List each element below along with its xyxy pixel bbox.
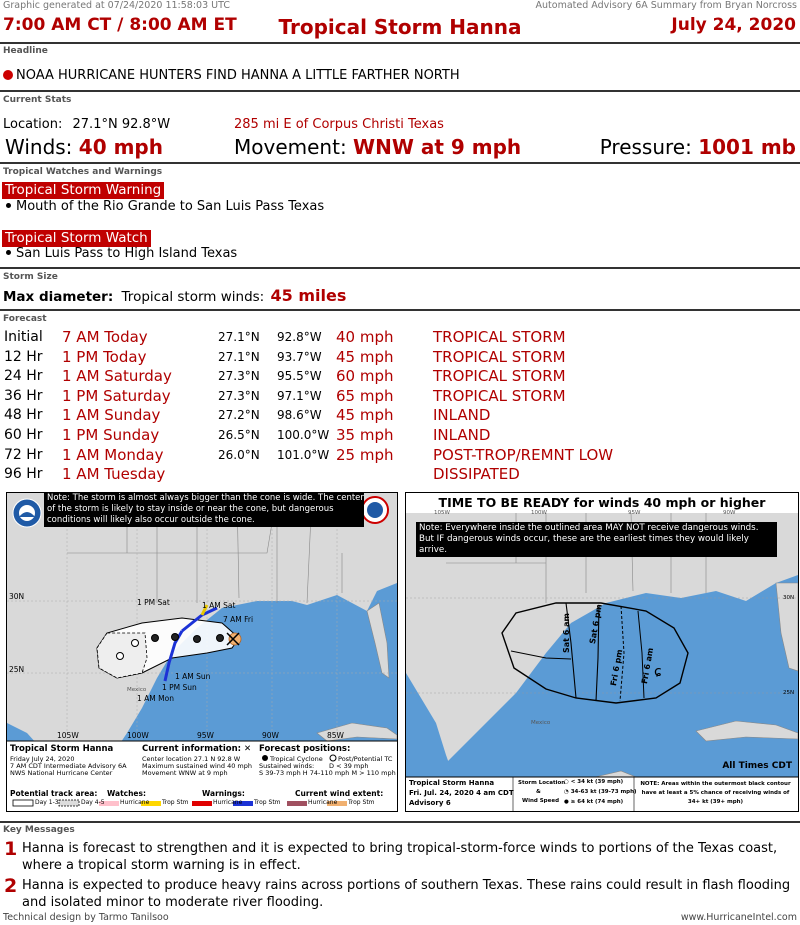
extent-title: Current wind extent: [295, 789, 384, 798]
forecast-hour: 48 Hr [4, 407, 43, 424]
track-label: 1 AM Sun [175, 672, 211, 681]
movement-line [234, 135, 521, 159]
forecast-time: 1 PM Sunday [62, 426, 160, 444]
track-label: 1 PM Sun [162, 683, 197, 692]
divider [0, 309, 800, 311]
forecast-lat: 27.1°N [218, 330, 260, 344]
cone-legend-issued: NWS National Hurricane Center [10, 769, 113, 777]
winds-line [5, 135, 163, 159]
top-line [0, 0, 800, 12]
cone-map [6, 492, 398, 812]
lon-label: 100W [127, 731, 149, 740]
pos-post: Post/Potential TC [338, 755, 393, 763]
forecast-lon: 98.6°W [277, 408, 322, 423]
forecast-time: 1 PM Today [62, 347, 147, 366]
cone-legend-issued: 7 AM CDT Intermediate Advisory 6A [10, 762, 127, 770]
size-value: 45 miles [270, 286, 347, 305]
key-message [4, 875, 798, 911]
lat-label: 25N [9, 665, 25, 674]
arrival-lon-label: 105W [434, 510, 450, 516]
current-info: Center location 27.1 N 92.8 W [142, 755, 241, 763]
k64-label: ● ≥ 64 kt (74 mph) [564, 799, 624, 805]
forecast-time: 1 AM Saturday [62, 367, 172, 386]
footer-credit: Technical design by Tarmo Tanilsoo [3, 912, 169, 923]
forecast-category: TROPICAL STORM [433, 347, 566, 366]
arrival-legend-name: Tropical Storm Hanna [409, 779, 495, 787]
bullet-icon [6, 250, 11, 255]
location-label: Location: [3, 117, 63, 132]
country-label: Mexico [127, 687, 147, 693]
size-label: Max diameter: [3, 289, 114, 305]
forecast-category: POST-TROP/REMNT LOW [433, 445, 614, 464]
divider [0, 90, 800, 92]
arrival-title: TIME TO BE READY for winds 40 mph or higher [438, 495, 766, 510]
cone-legend-issued: Friday July 24, 2020 [10, 755, 75, 763]
forecast-lat: 27.2°N [218, 408, 260, 423]
warning-item [3, 199, 324, 214]
winds-value: 40 mph [78, 135, 163, 159]
k3463-label: ◔ 34-63 kt (39-73 mph) [564, 789, 637, 795]
advisory-time: 7:00 AM CT / 8:00 AM ET [3, 15, 237, 35]
arrival-time-label: Fri 6 am [640, 647, 656, 685]
current-info-title: Current information: ✕ [142, 744, 252, 754]
current-info: Maximum sustained wind 40 mph [142, 762, 252, 770]
arrival-legend-advisory: Advisory 6 [409, 799, 451, 807]
forecast-row [0, 328, 800, 348]
forecast-row [0, 406, 800, 426]
alert-dot-icon [3, 70, 13, 80]
forecast-time: 1 AM Sunday [62, 406, 161, 425]
extent-hurricane: Hurricane [308, 799, 338, 806]
pos-d: D < 39 mph [329, 762, 369, 770]
pos-sustained: Sustained winds: [259, 762, 315, 770]
forecast-wind: 60 mph [336, 367, 394, 386]
location-line [3, 117, 170, 132]
warnings-title: Warnings: [202, 789, 245, 798]
forecast-category: TROPICAL STORM [433, 386, 566, 405]
wind-speed-label: Wind Speed [522, 798, 560, 804]
track-label: 1 AM Sat [202, 601, 236, 610]
forecast-hour: 96 Hr [4, 466, 43, 483]
section-forecast-label: Forecast [3, 314, 47, 324]
key-message-number: 1 [4, 838, 18, 860]
positions-title: Forecast positions: [259, 744, 351, 754]
forecast-wind: 45 mph [336, 347, 394, 366]
track-label: 1 AM Mon [137, 694, 174, 703]
pressure-line [600, 135, 796, 159]
forecast-lon: 92.8°W [277, 330, 322, 344]
cone-legend-name: Tropical Storm Hanna [10, 744, 114, 754]
forecast-wind: 40 mph [336, 328, 394, 346]
movement-label: Movement: [234, 135, 347, 159]
forecast-lat: 27.3°N [218, 388, 260, 403]
forecast-hour: Initial [4, 329, 43, 345]
arrival-legend-date: Fri. Jul. 24, 2020 4 am CDT [409, 789, 514, 797]
arrival-note: Note: Everywhere inside the outlined area MAY NOT receive dangerous winds. But IF dangerous winds occur, these are the earliest times they would likely arrive. [416, 522, 777, 557]
day45: Day 4-5 [81, 799, 105, 806]
forecast-category: INLAND [433, 406, 491, 425]
arrival-lat-label: 25N [783, 690, 795, 696]
forecast-lat: 26.0°N [218, 447, 260, 462]
pressure-value: 1001 mb [698, 135, 796, 159]
forecast-lon: 93.7°W [277, 349, 322, 364]
forecast-category: INLAND [433, 426, 491, 444]
forecast-lon: 97.1°W [277, 388, 322, 403]
warning-area: Mouth of the Rio Grande to San Luis Pass Texas [16, 199, 325, 214]
forecast-hour: 12 Hr [4, 348, 43, 365]
current-info: Movement WNW at 9 mph [142, 769, 228, 777]
footer-link[interactable]: www.HurricaneIntel.com [680, 912, 797, 923]
bullet-icon [6, 203, 11, 208]
forecast-row [0, 367, 800, 387]
distance-text: 285 mi E of Corpus Christi Texas [234, 117, 444, 132]
section-stats-label: Current Stats [3, 95, 72, 105]
advisory-date: July 24, 2020 [671, 15, 796, 35]
advisory-source: Automated Advisory 6A Summary from Bryan Norcross [535, 0, 797, 11]
divider [0, 267, 800, 269]
svg-text:ɕ: ɕ [654, 664, 662, 680]
key-message-number: 2 [4, 875, 18, 897]
movement-value: WNW at 9 mph [353, 135, 522, 159]
watch-badge: Tropical Storm Watch [2, 230, 151, 247]
forecast-category: TROPICAL STORM [433, 328, 566, 346]
extent-tropstm: Trop Stm [348, 799, 375, 806]
section-headline-label: Headline [3, 46, 48, 56]
divider [0, 42, 800, 44]
lon-label: 90W [262, 731, 279, 740]
forecast-hour: 24 Hr [4, 368, 43, 385]
amp-label: & [536, 789, 541, 795]
forecast-hour: 60 Hr [4, 427, 43, 443]
storm-loc-label: Storm Location [518, 780, 566, 786]
track-area-title: Potential track area: [10, 789, 98, 798]
watch-area: San Luis Pass to High Island Texas [16, 246, 238, 261]
forecast-row [0, 465, 800, 485]
forecast-lat: 27.3°N [218, 369, 260, 384]
pos-tc: Tropical Cyclone [270, 755, 323, 763]
arrival-legend-note: NOTE: Areas within the outermost black contour have at least a 5% chance of receiving winds of 34+ kt (39+ mph) [640, 781, 791, 805]
watch-tropstm: Trop Stm [162, 799, 189, 806]
size-line [3, 286, 346, 305]
warning-tropstm: Trop Stm [254, 799, 281, 806]
k34-label: ○ < 34 kt (39 mph) [564, 779, 624, 785]
divider [0, 821, 800, 823]
forecast-lat: 27.1°N [218, 349, 260, 364]
forecast-lat: 26.5°N [218, 428, 260, 442]
forecast-row [0, 446, 800, 466]
all-times-label: All Times CDT [722, 761, 792, 771]
forecast-hour: 36 Hr [4, 387, 43, 404]
forecast-lon: 95.5°W [277, 369, 322, 384]
watches-title: Watches: [107, 789, 146, 798]
forecast-wind: 65 mph [336, 386, 394, 405]
arrival-time-label: Sat 6 pm [588, 603, 604, 645]
forecast-row [0, 387, 800, 407]
key-message-text: Hanna is expected to produce heavy rains across portions of southern Texas. These rains could result in flash flooding and isolated minor to moderate river flooding. [22, 878, 791, 910]
forecast-time: 1 AM Monday [62, 445, 164, 464]
forecast-hour: 72 Hr [4, 446, 43, 463]
winds-label: Winds: [5, 135, 73, 159]
key-message-text: Hanna is forecast to strengthen and it is expected to bring tropical-storm-force winds to portions of the Texas coast, where a tropical storm warning is in effect. [22, 841, 778, 873]
forecast-lon: 100.0°W [277, 428, 330, 442]
arrival-lat-label: 30N [783, 595, 795, 601]
arrival-time-label: Fri 6 pm [609, 648, 625, 687]
pressure-label: Pressure: [599, 135, 692, 159]
generated-timestamp: Graphic generated at 07/24/2020 11:58:03 UTC [3, 0, 230, 11]
forecast-category: DISSIPATED [433, 465, 520, 484]
forecast-wind: 45 mph [336, 406, 394, 425]
arrival-map [405, 492, 799, 812]
track-label: 1 PM Sat [137, 598, 170, 607]
forecast-time: 1 AM Tuesday [62, 465, 166, 484]
arrival-country-label: Mexico [531, 720, 551, 726]
forecast-row [0, 426, 800, 446]
arrival-lon-label: 90W [723, 510, 736, 516]
storm-title: Tropical Storm Hanna [278, 15, 522, 39]
forecast-time: 7 AM Today [62, 328, 148, 346]
headline [3, 68, 460, 83]
watch-item [3, 246, 237, 261]
arrival-lon-label: 100W [531, 510, 547, 516]
cone-note: Note: The storm is almost always bigger than the cone is wide. The center of the storm is likely to stay inside or near the cone, but dangerous conditions will likely also occur outside the cone. [44, 493, 364, 527]
headline-text: NOAA HURRICANE HUNTERS FIND HANNA A LITTLE FARTHER NORTH [16, 68, 460, 83]
section-watches-label: Tropical Watches and Warnings [3, 167, 163, 177]
header [0, 12, 800, 42]
lat-label: 30N [9, 592, 25, 601]
day13: Day 1-3 [35, 799, 59, 806]
arrival-lon-label: 95W [628, 510, 641, 516]
size-sublabel: Tropical storm winds: [121, 289, 265, 305]
track-label: 7 AM Fri [223, 615, 254, 624]
forecast-wind: 35 mph [336, 426, 394, 444]
warning-hurricane: Hurricane [213, 799, 243, 806]
warning-badge: Tropical Storm Warning [2, 182, 164, 199]
divider [0, 162, 800, 164]
key-message [4, 838, 798, 874]
lon-label: 95W [197, 731, 214, 740]
forecast-row [0, 348, 800, 368]
lon-label: 85W [327, 731, 344, 740]
pos-scale: S 39-73 mph H 74-110 mph M > 110 mph [259, 769, 396, 777]
arrival-time-label: Sat 6 am [562, 613, 571, 653]
lon-label: 105W [57, 731, 79, 740]
watch-hurricane: Hurricane [120, 799, 150, 806]
forecast-wind: 25 mph [336, 445, 394, 464]
forecast-category: TROPICAL STORM [433, 367, 566, 386]
section-size-label: Storm Size [3, 272, 58, 282]
forecast-time: 1 PM Saturday [62, 386, 171, 405]
section-key-messages-label: Key Messages [3, 825, 75, 835]
location-value: 27.1°N 92.8°W [72, 117, 171, 132]
forecast-lon: 101.0°W [277, 447, 330, 462]
